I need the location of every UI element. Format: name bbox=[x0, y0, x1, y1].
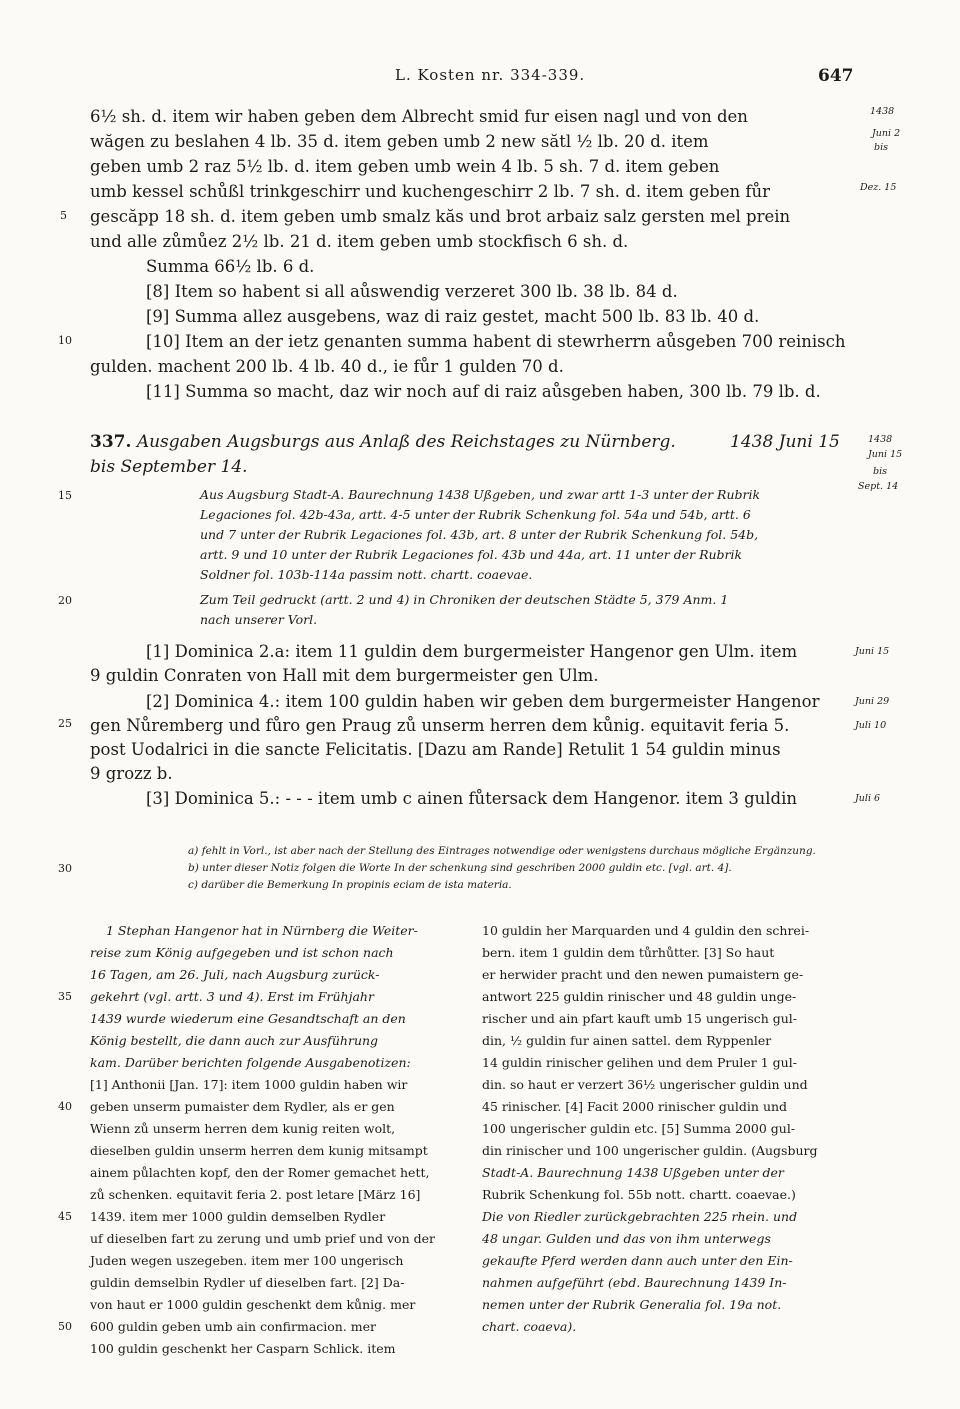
margin-date: Juni 15 bbox=[868, 449, 903, 460]
right-col-line: gekaufte Pferd werden dann auch unter den Ein- bbox=[482, 1253, 793, 1268]
source-line: Legaciones fol. 42b-43a, artt. 4-5 unter der Rubrik Schenkung fol. 54a und 54b, artt. 6 bbox=[200, 507, 751, 522]
source-line: Aus Augsburg Stadt-A. Baurechnung 1438 Ußgeben, und zwar artt 1-3 unter der Rubrik bbox=[200, 487, 761, 502]
line-number: 10 bbox=[58, 334, 72, 347]
right-col-line: er herwider pracht und den newen pumaistern ge- bbox=[482, 967, 804, 982]
top-line: [9] Summa allez ausgebens, waz di raiz gestet, macht 500 lb. 83 lb. 40 d. bbox=[146, 307, 760, 326]
top-line: [10] Item an der ietz genanten summa habent di stewrherrn aůsgeben 700 reinisch bbox=[146, 332, 846, 351]
left-col-line: König bestellt, die dann auch zur Ausführung bbox=[90, 1033, 379, 1048]
section-title bbox=[90, 430, 676, 454]
left-col-line: ainem půlachten kopf, den der Romer gemachet hett, bbox=[90, 1165, 430, 1180]
margin-date: bis bbox=[874, 142, 888, 153]
left-col-line: 1439. item mer 1000 guldin demselben Rydler bbox=[90, 1209, 386, 1224]
source-line: artt. 9 und 10 unter der Rubrik Legaciones fol. 43b und 44a, art. 11 unter der Rubrik bbox=[200, 547, 743, 562]
entry-line: [3] Dominica 5.: - - - item umb c ainen fůtersack dem Hangenor. item 3 guldin bbox=[146, 789, 798, 808]
line-number: 40 bbox=[58, 1100, 72, 1113]
entry-line: [2] Dominica 4.: item 100 guldin haben wir geben dem burgermeister Hangenor bbox=[146, 692, 820, 711]
left-col-line: zů schenken. equitavit feria 2. post letare [März 16] bbox=[90, 1187, 421, 1202]
top-line: 6½ sh. d. item wir haben geben dem Albrecht smid fur eisen nagl und von den bbox=[90, 107, 748, 126]
margin-date: Dez. 15 bbox=[860, 182, 897, 193]
section-number: 337. bbox=[90, 432, 132, 452]
left-col-line: guldin demselbin Rydler uf dieselben fart. [2] Da- bbox=[90, 1275, 405, 1290]
left-col-line: kam. Darüber berichten folgende Ausgabenotizen: bbox=[90, 1055, 411, 1070]
line-number: 5 bbox=[60, 209, 67, 222]
right-col-line: 48 ungar. Gulden und das von ihm unterwegs bbox=[482, 1231, 771, 1246]
section-date: 1438 Juni 15 bbox=[730, 432, 840, 452]
top-line: gulden. machent 200 lb. 4 lb. 40 d., ie fůr 1 gulden 70 d. bbox=[90, 357, 564, 376]
right-col-line: Rubrik Schenkung fol. 55b nott. chartt. coaevae.) bbox=[482, 1187, 796, 1202]
top-line: geben umb 2 raz 5½ lb. d. item geben umb wein 4 lb. 5 sh. 7 d. item geben bbox=[90, 157, 720, 176]
right-col-line: antwort 225 guldin rinischer und 48 guldin unge- bbox=[482, 989, 797, 1004]
entry-line: gen Nůremberg und fůro gen Praug zů unserm herren dem kůnig. equitavit feria 5. bbox=[90, 716, 790, 735]
right-col-line: chart. coaeva). bbox=[482, 1319, 577, 1334]
section-title-line2: bis September 14. bbox=[90, 457, 248, 477]
right-col-line: 10 guldin her Marquarden und 4 guldin den schrei- bbox=[482, 923, 810, 938]
margin-date: 1438 bbox=[868, 434, 893, 445]
right-col-line: 14 guldin rinischer gelihen und dem Pruler 1 gul- bbox=[482, 1055, 797, 1070]
line-number: 45 bbox=[58, 1210, 72, 1223]
line-number: 30 bbox=[58, 862, 72, 875]
right-col-line: rischer und ain pfart kauft umb 15 ungerisch gul- bbox=[482, 1011, 798, 1026]
left-col-line: dieselben guldin unserm herren dem kunig mitsampt bbox=[90, 1143, 428, 1158]
left-col-line: geben unserm pumaister dem Rydler, als er gen bbox=[90, 1099, 395, 1114]
right-col-line: nemen unter der Rubrik Generalia fol. 19a not. bbox=[482, 1297, 782, 1312]
margin-date: Sept. 14 bbox=[858, 481, 899, 492]
apparatus-note: c) darüber die Bemerkung In propinis eciam de ista materia. bbox=[188, 879, 512, 891]
line-number: 50 bbox=[58, 1320, 72, 1333]
margin-date: 1438 bbox=[870, 106, 895, 117]
left-col-line: 1439 wurde wiederum eine Gesandtschaft an den bbox=[90, 1011, 406, 1026]
entry-line: 9 guldin Conraten von Hall mit dem burgermeister gen Ulm. bbox=[90, 666, 599, 685]
right-col-line: 100 ungerischer guldin etc. [5] Summa 2000 gul- bbox=[482, 1121, 796, 1136]
left-col-line: 100 guldin geschenkt her Casparn Schlick. item bbox=[90, 1341, 396, 1356]
running-title: L. Kosten nr. 334-339. bbox=[395, 66, 586, 84]
left-col-line: reise zum König aufgegeben und ist schon nach bbox=[90, 945, 394, 960]
source-line: und 7 unter der Rubrik Legaciones fol. 43b, art. 8 unter der Rubrik Schenkung fol. 54b, bbox=[200, 527, 759, 542]
line-number: 15 bbox=[58, 489, 72, 502]
margin-date: Juni 29 bbox=[855, 696, 890, 707]
right-col-line: Stadt-A. Baurechnung 1438 Ußgeben unter der bbox=[482, 1165, 784, 1180]
margin-date: bis bbox=[873, 466, 887, 477]
top-line: gescăpp 18 sh. d. item geben umb smalz kăs und brot arbaiz salz gersten mel prein bbox=[90, 207, 791, 226]
top-line: umb kessel schůßl trinkgeschirr und kuchengeschirr 2 lb. 7 sh. d. item geben fůr bbox=[90, 182, 771, 201]
right-col-line: din. so haut er verzert 36½ ungerischer guldin und bbox=[482, 1077, 808, 1092]
left-col-line: [1] Anthonii [Jan. 17]: item 1000 guldin haben wir bbox=[90, 1077, 408, 1092]
entry-line: post Uodalrici in die sancte Felicitatis. [Dazu am Rande] Retulit 1 54 guldin minus bbox=[90, 740, 781, 759]
left-col-line: Wienn zů unserm herren dem kunig reiten wolt, bbox=[90, 1121, 396, 1136]
left-col-line: uf dieselben fart zu zerung und umb prief und von der bbox=[90, 1231, 435, 1246]
apparatus-note: a) fehlt in Vorl., ist aber nach der Stellung des Eintrages notwendige oder wenigstens durchaus mögliche Ergänzung. bbox=[188, 845, 816, 857]
left-col-line: gekehrt (vgl. artt. 3 und 4). Erst im Frühjahr bbox=[90, 989, 374, 1004]
margin-date: Juli 6 bbox=[855, 793, 881, 804]
line-number: 20 bbox=[58, 594, 72, 607]
right-col-line: bern. item 1 guldin dem tůrhůtter. [3] So haut bbox=[482, 945, 775, 960]
source-line: Zum Teil gedruckt (artt. 2 und 4) in Chroniken der deutschen Städte 5, 379 Anm. 1 bbox=[200, 592, 729, 607]
line-number: 25 bbox=[58, 717, 72, 730]
top-line: und alle zůmůez 2½ lb. 21 d. item geben umb stockfisch 6 sh. d. bbox=[90, 232, 629, 251]
source-line: Soldner fol. 103b-114a passim nott. chartt. coaevae. bbox=[200, 567, 533, 582]
margin-date: Juli 10 bbox=[855, 720, 887, 731]
left-col-line: 16 Tagen, am 26. Juli, nach Augsburg zurück- bbox=[90, 967, 380, 982]
left-col-line: Juden wegen uszegeben. item mer 100 ungerisch bbox=[90, 1253, 404, 1268]
apparatus-note: b) unter dieser Notiz folgen die Worte In der schenkung sind geschriben 2000 guldin etc. [vgl. art. 4]. bbox=[188, 862, 732, 874]
right-col-line: nahmen aufgeführt (ebd. Baurechnung 1439 In- bbox=[482, 1275, 787, 1290]
right-col-line: din, ½ guldin fur ainen sattel. dem Ryppenler bbox=[482, 1033, 772, 1048]
left-col-line: 600 guldin geben umb ain confirmacion. mer bbox=[90, 1319, 377, 1334]
margin-date: Juni 15 bbox=[855, 646, 890, 657]
right-col-line: din rinischer und 100 ungerischer guldin. (Augsburg bbox=[482, 1143, 818, 1158]
top-line: wăgen zu beslahen 4 lb. 35 d. item geben umb 2 new sătl ½ lb. 20 d. item bbox=[90, 132, 709, 151]
top-line: [11] Summa so macht, daz wir noch auf di raiz aůsgeben haben, 300 lb. 79 lb. d. bbox=[146, 382, 821, 401]
left-col-line: 1 Stephan Hangenor hat in Nürnberg die Weiter- bbox=[106, 923, 418, 938]
margin-date: Juni 2 bbox=[872, 128, 901, 139]
line-number: 35 bbox=[58, 990, 72, 1003]
page-number: 647 bbox=[818, 66, 854, 86]
top-line: [8] Item so habent si all aůswendig verzeret 300 lb. 38 lb. 84 d. bbox=[146, 282, 678, 301]
left-col-line: von haut er 1000 guldin geschenkt dem kůnig. mer bbox=[90, 1297, 416, 1312]
right-col-line: Die von Riedler zurückgebrachten 225 rhein. und bbox=[482, 1209, 798, 1224]
entry-line: 9 grozz b. bbox=[90, 764, 173, 783]
section-title-text: Ausgaben Augsburgs aus Anlaß des Reichstages zu Nürnberg. bbox=[136, 432, 676, 452]
entry-line: [1] Dominica 2.a: item 11 guldin dem burgermeister Hangenor gen Ulm. item bbox=[146, 642, 798, 661]
summa-line: Summa 66½ lb. 6 d. bbox=[146, 257, 315, 276]
source-line: nach unserer Vorl. bbox=[200, 612, 318, 627]
right-col-line: 45 rinischer. [4] Facit 2000 rinischer guldin und bbox=[482, 1099, 788, 1114]
